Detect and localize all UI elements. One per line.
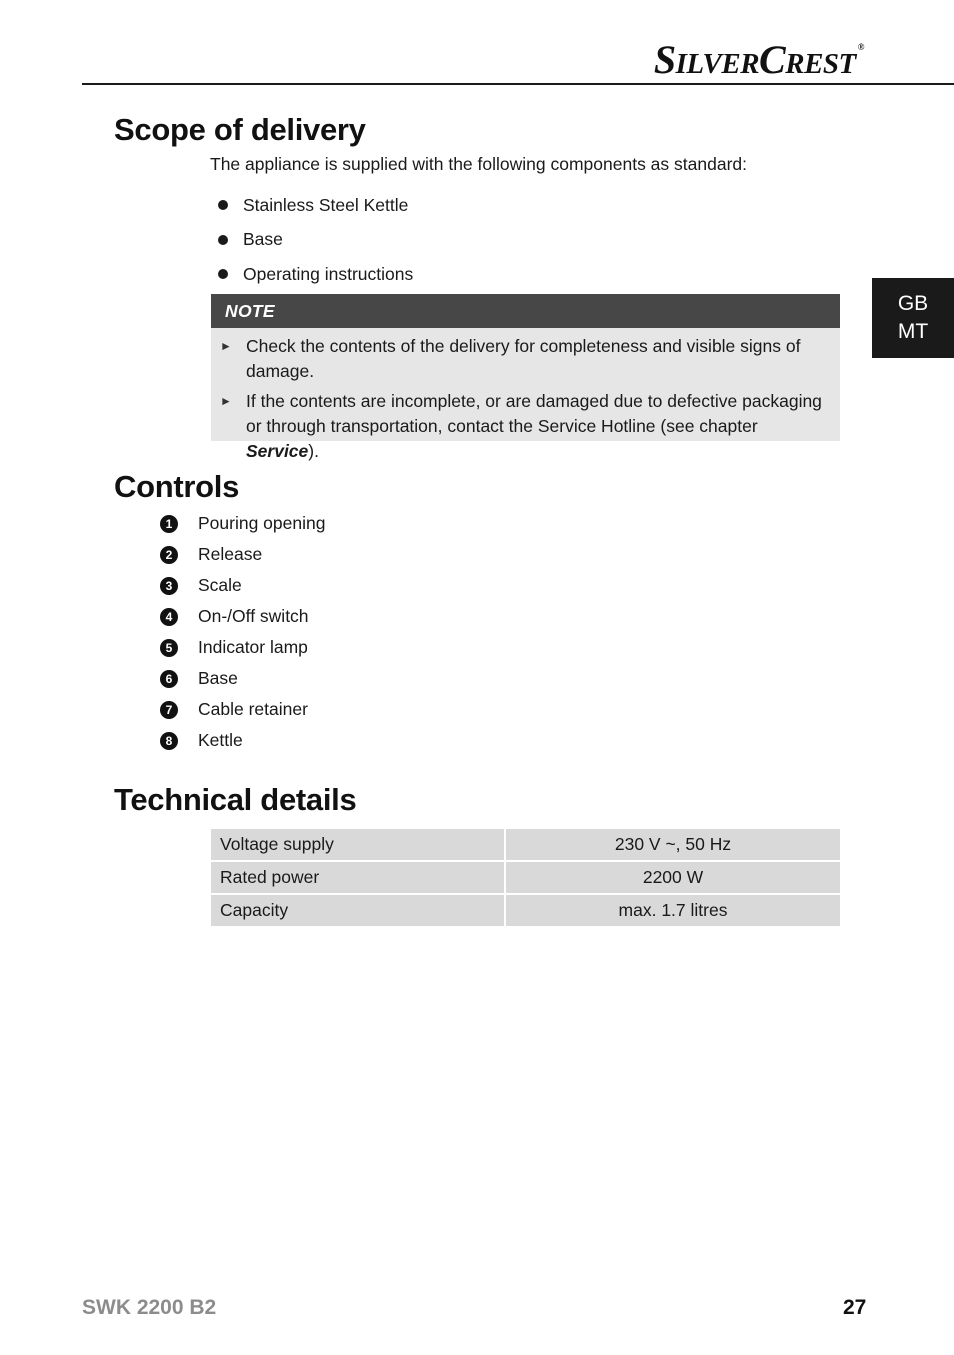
bullet-icon [218, 200, 228, 210]
list-item: 6 Base [160, 663, 325, 694]
table-cell-label: Capacity [211, 895, 506, 928]
list-item: 2 Release [160, 539, 325, 570]
table-cell-value: 230 V ~, 50 Hz [506, 829, 840, 862]
list-item: Base [218, 223, 413, 258]
list-item: 3 Scale [160, 570, 325, 601]
header-rule [82, 83, 954, 85]
list-item: 5 Indicator lamp [160, 632, 325, 663]
number-badge-icon: 8 [160, 732, 178, 750]
list-item: 8 Kettle [160, 725, 325, 756]
controls-list [160, 508, 325, 756]
list-item: 1 Pouring opening [160, 508, 325, 539]
bullet-icon [218, 269, 228, 279]
table-cell-label: Rated power [211, 862, 506, 895]
language-code-gb: GB [897, 292, 929, 315]
table-row [211, 895, 840, 928]
language-tab [872, 278, 954, 358]
list-item: Operating instructions [218, 257, 413, 292]
bullet-icon [218, 235, 228, 245]
scope-intro: The appliance is supplied with the following components as standard: [210, 154, 747, 174]
note-item: ► If the contents are incomplete, or are damaged due to defective packaging or through transportation, contact the Service Hotline (see chapter Service). [220, 391, 822, 461]
brand-logo: SILVERCREST® [653, 37, 864, 82]
list-item: 7 Cable retainer [160, 694, 325, 725]
number-badge-icon: 6 [160, 670, 178, 688]
number-badge-icon: 5 [160, 639, 178, 657]
scope-list [218, 188, 413, 292]
footer-model: SWK 2200 B2 [82, 1296, 217, 1319]
table-cell-label: Voltage supply [211, 829, 506, 862]
table-cell-value: max. 1.7 litres [506, 895, 840, 928]
page-number: 27 [843, 1296, 867, 1319]
list-item: 4 On-/Off switch [160, 601, 325, 632]
number-badge-icon: 4 [160, 608, 178, 626]
technical-table [211, 829, 840, 928]
number-badge-icon: 3 [160, 577, 178, 595]
number-badge-icon: 2 [160, 546, 178, 564]
note-heading: NOTE [211, 294, 840, 328]
list-item: Stainless Steel Kettle [218, 188, 413, 223]
language-code-mt: MT [897, 320, 929, 343]
number-badge-icon: 7 [160, 701, 178, 719]
note-box [211, 294, 840, 461]
table-row [211, 862, 840, 895]
technical-heading: Technical details [114, 782, 357, 817]
note-item: ► Check the contents of the delivery for completeness and visible signs of damage. [220, 336, 801, 381]
chapter-reference: Service [246, 441, 309, 461]
table-cell-value: 2200 W [506, 862, 840, 895]
arrow-right-icon: ► [220, 339, 232, 353]
controls-heading: Controls [114, 469, 240, 504]
scope-heading: Scope of delivery [114, 112, 366, 147]
number-badge-icon: 1 [160, 515, 178, 533]
table-row [211, 829, 840, 862]
arrow-right-icon: ► [220, 394, 232, 408]
